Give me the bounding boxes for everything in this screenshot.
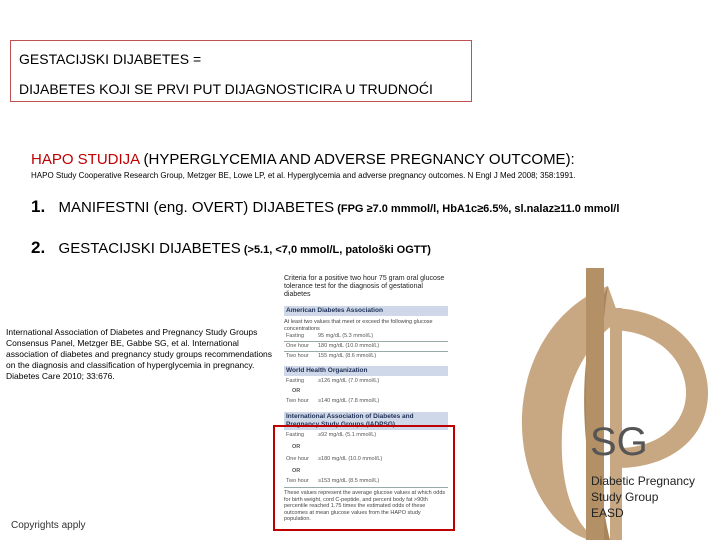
hapo-title-rest: (HYPERGLYCEMIA AND ADVERSE PREGNANCY OUTCOME): bbox=[139, 151, 575, 168]
table-row: OR bbox=[292, 388, 301, 394]
table-row: OR bbox=[292, 444, 301, 450]
table-row: OR bbox=[292, 468, 301, 474]
item-main: GESTACIJSKI DIJABETES bbox=[58, 240, 241, 257]
table-section-iadpsg: International Association of Diabetes and Pregnancy Study Groups (IADPSG) bbox=[284, 412, 448, 430]
definition-box bbox=[10, 40, 472, 102]
definition-line-2: DIJABETES KOJI SE PRVI PUT DIJAGNOSTICIRA U TRUDNOĆI bbox=[19, 81, 433, 97]
table-caption: Criteria for a positive two hour 75 gram oral glucose tolerance test for the diagnosis of gestational diabetes bbox=[284, 275, 445, 298]
hapo-title bbox=[31, 151, 575, 168]
table-row: Two hour ≥153 mg/dL (8.5 mmol/L) bbox=[286, 478, 380, 484]
table-row: Two hour 155 mg/dL (8.6 mmol/L) bbox=[286, 353, 377, 359]
logo-sg: SG bbox=[590, 420, 648, 464]
hapo-title-red: HAPO STUDIJA bbox=[31, 151, 140, 168]
logo-line-1: Diabetic Pregnancy bbox=[591, 474, 696, 488]
iadpsg-reference: International Association of Diabetes and Pregnancy Study Groups Consensus Panel, Metzger BE, Gabbe SG, et al. International association of diabetes and pregnancy study groups recommendations on the diagnosis and classification of hyperglycemia in pregnancy. Diabetes Care 2010; 33:676. bbox=[6, 327, 273, 381]
item-number: 1. bbox=[31, 197, 46, 216]
table-note: At least two values that meet or exceed the following glucose concentrations bbox=[284, 319, 433, 332]
logo-line-3: EASD bbox=[591, 506, 624, 520]
iadpsg-highlight-box bbox=[273, 425, 455, 531]
table-row: Two hour ≥140 mg/dL (7.8 mmol/L) bbox=[286, 398, 380, 404]
logo-line-2: Study Group bbox=[591, 490, 659, 504]
table-row: One hour ≥180 mg/dL (10.0 mmol/L) bbox=[286, 456, 383, 462]
table-row: Fasting ≥126 mg/dL (7.0 mmol/L) bbox=[286, 378, 380, 384]
table-section-ada: American Diabetes Association bbox=[284, 306, 448, 316]
item-number: 2. bbox=[31, 238, 46, 257]
item-detail: (FPG ≥7.0 mmmol/l, HbA1c≥6.5%, sl.nalaz≥11.0 mmol/l bbox=[334, 203, 620, 215]
list-item-overt-diabetes bbox=[31, 197, 619, 217]
definition-line-1: GESTACIJSKI DIJABETES = bbox=[19, 51, 202, 67]
table-row: Fasting ≥92 mg/dL (5.1 mmol/L) bbox=[286, 432, 377, 438]
table-section-who: World Health Organization bbox=[284, 366, 448, 376]
table-row: One hour 180 mg/dL (10.0 mmol/L) bbox=[286, 343, 380, 349]
table-row: Fasting 95 mg/dL (5.3 mmol/L) bbox=[286, 333, 374, 339]
copyright-note: Copyrights apply bbox=[11, 520, 86, 531]
item-detail: (>5.1, <7,0 mmol/L, patološki OGTT) bbox=[240, 244, 431, 256]
hapo-reference: HAPO Study Cooperative Research Group, Metzger BE, Lowe LP, et al. Hyperglycemia and adverse pregnancy outcomes. N Engl J Med 2008; 358:1991. bbox=[31, 171, 576, 180]
table-footnote: These values represent the average glucose values at which odds for birth weight, cord C-peptide, and percent body fat >90th percentile reached 1.75 times the estimated odds of these outcomes at mean glucose values from the HAPO study population. bbox=[284, 490, 446, 522]
item-main: MANIFESTNI (eng. OVERT) DIJABETES bbox=[58, 199, 335, 216]
list-item-gestational-diabetes bbox=[31, 238, 431, 258]
